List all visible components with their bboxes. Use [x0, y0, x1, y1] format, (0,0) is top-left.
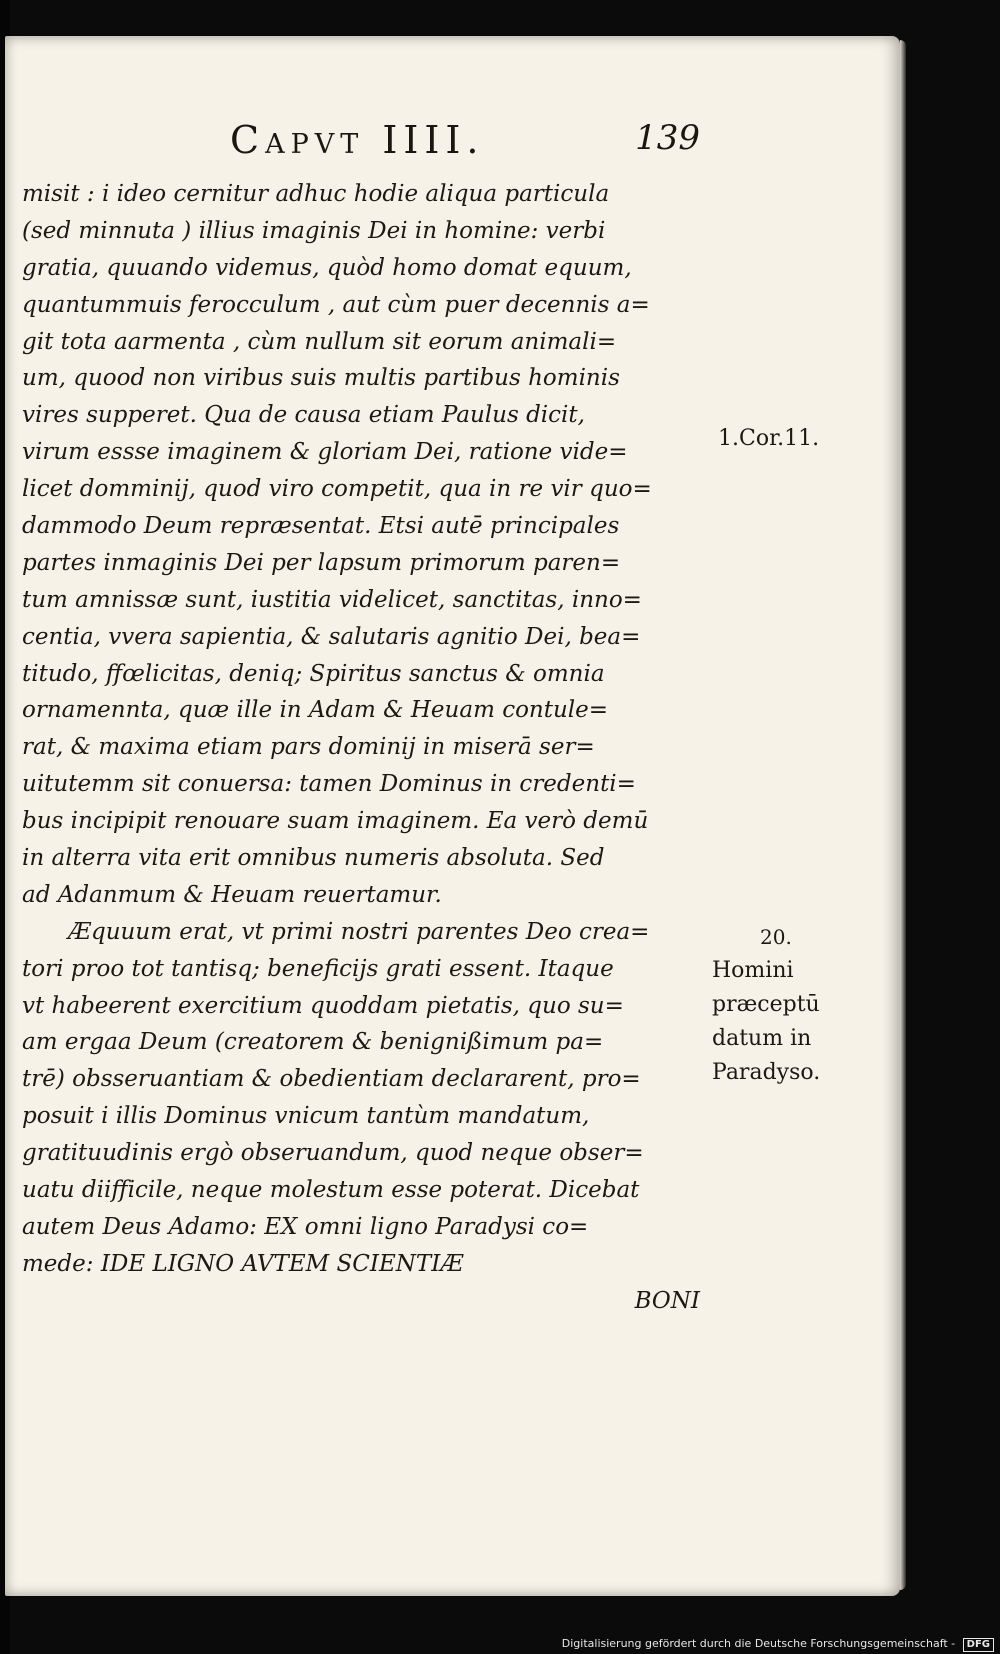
text-line: trē) obsseruantiam & obedientiam declararent, pro= — [22, 1066, 641, 1093]
page-number: 139 — [635, 118, 700, 158]
catchword: BONI — [634, 1287, 700, 1314]
page-edge-shadow — [900, 40, 906, 1590]
digitization-credit — [562, 1637, 994, 1652]
text-line: um, quood non viribus suis multis partibus hominis — [22, 365, 620, 392]
text-line: rat, & maxima etiam pars dominij in miserā ser= — [22, 734, 595, 761]
text-line: am ergaa Deum (creatorem & benignißimum pa= — [22, 1029, 604, 1056]
dfg-logo: DFG — [963, 1638, 994, 1652]
text-line: tum amnissæ sunt, iustitia videlicet, sanctitas, inno= — [22, 586, 642, 613]
margin-reference: 1.Cor.11. — [718, 426, 820, 451]
text-line: autem Deus Adamo: EX omni ligno Paradysi co= — [22, 1213, 589, 1240]
text-line: uatu diifficile, neque molestum esse poterat. Dicebat — [22, 1177, 640, 1204]
text-line: (sed minnuta ) illius imaginis Dei in homine: verbi — [22, 217, 606, 244]
text-line: gratia, quuando videmus, quòd homo domat equum, — [22, 254, 632, 281]
text-line: partes inmaginis Dei per lapsum primorum paren= — [22, 549, 621, 576]
margin-note — [712, 920, 820, 1090]
text-line: vt habeerent exercitium quoddam pietatis, quo su= — [22, 992, 624, 1019]
text-line: centia, vvera sapientia, & salutaris agnitio Dei, bea= — [22, 623, 641, 650]
text-line: vires supperet. Qua de causa etiam Paulus dicit, — [22, 402, 585, 429]
text-line: titudo, ffœlicitas, deniq; Spiritus sanctus & omnia — [22, 660, 605, 687]
text-line: mede: IDE LIGNO AVTEM SCIENTIÆ — [22, 1250, 464, 1277]
text-line: Æquuum erat, vt primi nostri parentes Deo crea= — [68, 918, 650, 945]
text-line: licet domminij, quod viro competit, qua in re vir quo= — [22, 476, 652, 503]
text-line: uitutemm sit conuersa: tamen Dominus in credenti= — [22, 771, 636, 798]
text-line: tori proo tot tantisq; beneficijs grati essent. Itaque — [22, 955, 614, 982]
text-line: posuit i illis Dominus vnicum tantùm mandatum, — [22, 1103, 590, 1130]
text-line: virum essse imaginem & gloriam Dei, ratione vide= — [22, 439, 628, 466]
text-line: ad Adanmum & Heuam reuertamur. — [22, 881, 442, 908]
text-line: in alterra vita erit omnibus numeris absoluta. Sed — [22, 845, 605, 872]
text-line: ornamennta, quæ ille in Adam & Heuam contule= — [22, 697, 609, 724]
body-text — [22, 176, 712, 1320]
margin-note-line: Homini — [712, 958, 794, 983]
text-line: misit : i ideo cernitur adhuc hodie aliqua particula — [22, 181, 610, 207]
text-line: quantummuis ferocculum , aut cùm puer decennis a= — [22, 291, 650, 318]
chapter-title: Capvt IIII. — [230, 118, 485, 162]
margin-note-line: datum in — [712, 1026, 812, 1051]
text-line: git tota aarmenta , cùm nullum sit eorum animali= — [22, 328, 617, 355]
margin-note-line: præceptū — [712, 992, 820, 1017]
margin-note-number: 20. — [760, 925, 792, 949]
text-line: dammodo Deum repræsentat. Etsi autē principales — [22, 513, 620, 540]
text-line: gratituudinis ergò obseruandum, quod neque obser= — [22, 1140, 644, 1167]
text-line: bus incipipit renouare suam imaginem. Ea verò demū — [22, 808, 649, 835]
credit-text: Digitalisierung gefördert durch die Deutsche Forschungsgemeinschaft - — [561, 1637, 956, 1650]
running-head — [230, 118, 700, 168]
margin-note-line: Paradyso. — [712, 1060, 821, 1085]
